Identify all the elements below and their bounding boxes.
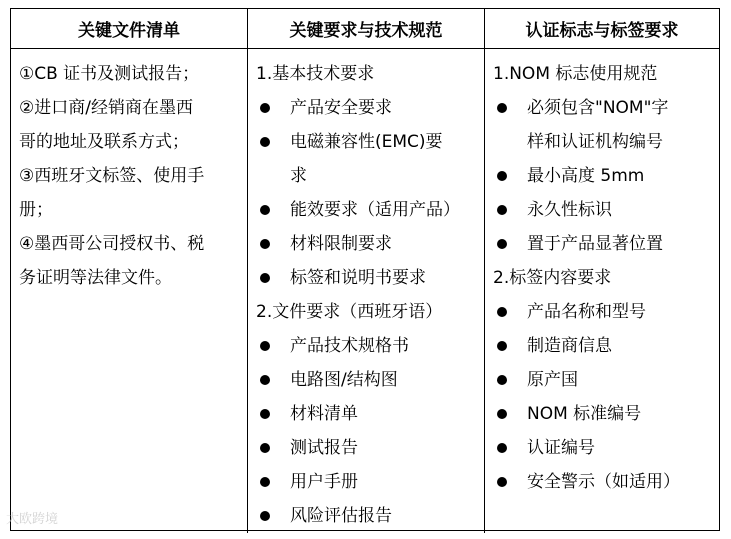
list-item: 产品技术规格书 bbox=[256, 329, 476, 363]
bullet-icon bbox=[497, 307, 507, 317]
header-key-documents: 关键文件清单 bbox=[11, 9, 248, 49]
list-item: 制造商信息 bbox=[493, 329, 711, 363]
list-item: 能效要求（适用产品） bbox=[256, 193, 476, 227]
document-item-cont: 哥的地址及联系方式； bbox=[19, 132, 189, 152]
bullet-icon bbox=[260, 443, 270, 453]
bullet-icon bbox=[260, 409, 270, 419]
list-item: 电磁兼容性(EMC)要 求 bbox=[256, 125, 476, 193]
bullet-icon bbox=[260, 341, 270, 351]
bullet-icon bbox=[260, 205, 270, 215]
bullet-icon bbox=[260, 103, 270, 113]
list-item: 标签和说明书要求 bbox=[256, 261, 476, 295]
list-item: 必须包含"NOM"字 样和认证机构编号 bbox=[493, 91, 711, 159]
document-item: ③西班牙文标签、使用手 bbox=[19, 166, 205, 186]
header-certification-labels: 认证标志与标签要求 bbox=[485, 9, 719, 49]
document-item-cont: 务证明等法律文件。 bbox=[19, 268, 172, 288]
document-item: ①CB 证书及测试报告； bbox=[19, 64, 200, 84]
bullet-icon bbox=[497, 103, 507, 113]
bullet-icon bbox=[497, 409, 507, 419]
key-documents-cell bbox=[11, 49, 248, 533]
list-item: 永久性标识 bbox=[493, 193, 711, 227]
list-item: 置于产品显著位置 bbox=[493, 227, 711, 261]
list-item: 测试报告 bbox=[256, 431, 476, 465]
bullet-icon bbox=[260, 137, 270, 147]
section-title: 1.NOM 标志使用规范 bbox=[493, 64, 658, 84]
list-item: NOM 标准编号 bbox=[493, 397, 711, 431]
bullet-icon bbox=[497, 239, 507, 249]
document-item: ②进口商/经销商在墨西 bbox=[19, 98, 193, 118]
section-title: 1.基本技术要求 bbox=[256, 64, 375, 84]
document-item-cont: 册； bbox=[19, 200, 53, 220]
list-item: 安全警示（如适用） bbox=[493, 465, 711, 499]
section-title: 2.文件要求（西班牙语） bbox=[256, 302, 443, 322]
bullet-icon bbox=[260, 477, 270, 487]
list-item: 材料限制要求 bbox=[256, 227, 476, 261]
bullet-icon bbox=[260, 511, 270, 521]
list-item: 用户手册 bbox=[256, 465, 476, 499]
watermark: 大欧跨境 bbox=[6, 512, 59, 527]
bullet-icon bbox=[497, 205, 507, 215]
header-technical-requirements: 关键要求与技术规范 bbox=[248, 9, 485, 49]
bullet-icon bbox=[497, 477, 507, 487]
bullet-icon bbox=[497, 375, 507, 385]
bullet-icon bbox=[260, 273, 270, 283]
requirements-table bbox=[10, 8, 720, 531]
list-item: 产品名称和型号 bbox=[493, 295, 711, 329]
bullet-icon bbox=[260, 375, 270, 385]
bullet-icon bbox=[497, 443, 507, 453]
technical-requirements-cell bbox=[248, 49, 485, 533]
list-item: 风险评估报告 bbox=[256, 499, 476, 533]
certification-labels-cell bbox=[485, 49, 719, 533]
list-item: 材料清单 bbox=[256, 397, 476, 431]
list-item: 电路图/结构图 bbox=[256, 363, 476, 397]
section-title: 2.标签内容要求 bbox=[493, 268, 612, 288]
bullet-icon bbox=[497, 341, 507, 351]
document-item: ④墨西哥公司授权书、税 bbox=[19, 234, 205, 254]
list-item: 产品安全要求 bbox=[256, 91, 476, 125]
bullet-icon bbox=[260, 239, 270, 249]
bullet-icon bbox=[497, 171, 507, 181]
list-item: 原产国 bbox=[493, 363, 711, 397]
list-item: 认证编号 bbox=[493, 431, 711, 465]
list-item: 最小高度 5mm bbox=[493, 159, 711, 193]
